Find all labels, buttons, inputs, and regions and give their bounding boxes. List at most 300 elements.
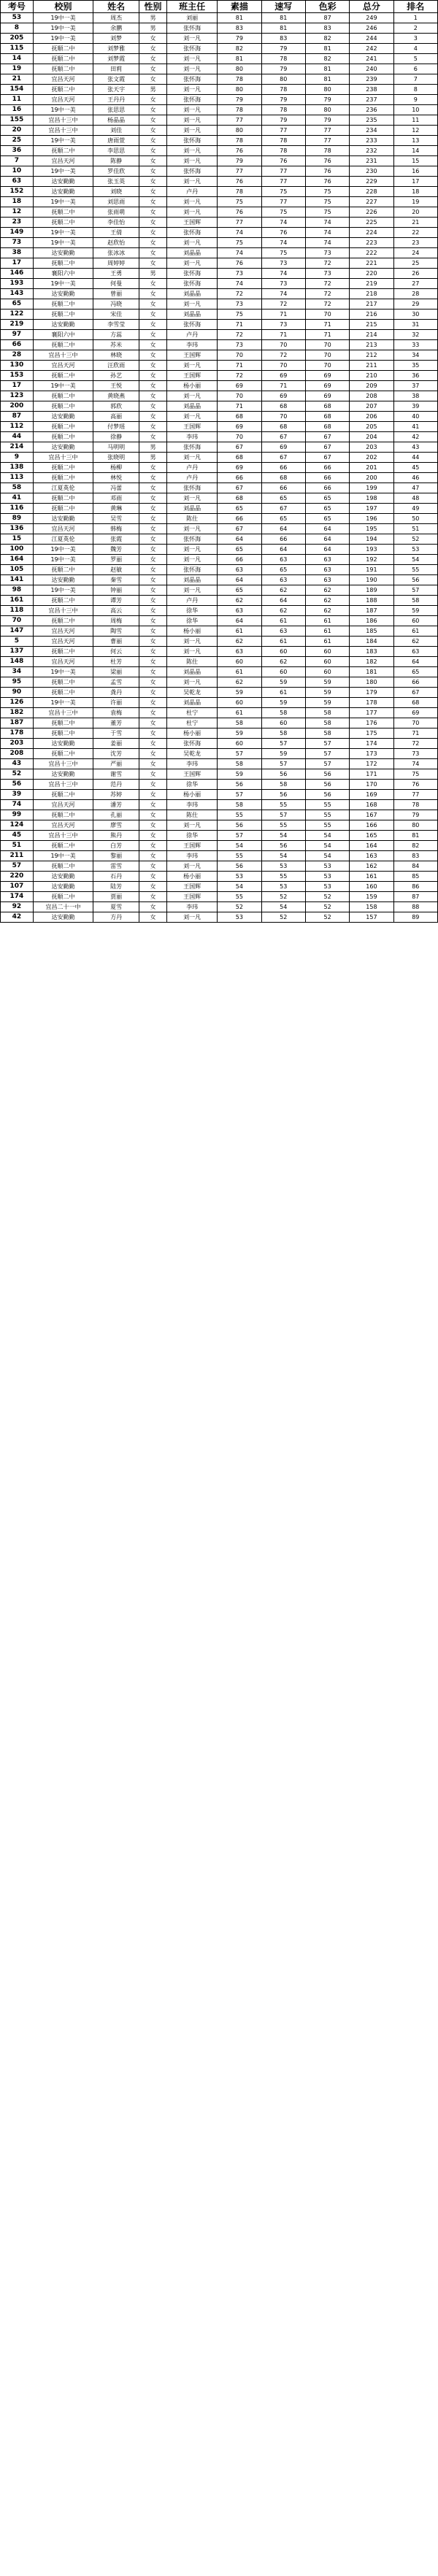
quick-sketch-score-cell: 78 (261, 105, 305, 115)
color-score-cell: 58 (305, 708, 349, 718)
exam-number-cell: 5 (1, 637, 34, 647)
color-score-cell: 56 (305, 780, 349, 790)
gender-cell: 男 (139, 453, 166, 463)
color-score-cell: 63 (305, 565, 349, 575)
school-cell: 达安勤勤 (33, 514, 93, 524)
table-row (1, 810, 438, 820)
color-score-cell: 58 (305, 728, 349, 739)
rank-cell: 39 (393, 401, 437, 412)
total-score-cell: 199 (350, 483, 393, 493)
rank-cell: 77 (393, 790, 437, 800)
table-row (1, 432, 438, 442)
total-score-cell: 208 (350, 391, 393, 401)
rank-cell: 1 (393, 13, 437, 23)
table-row (1, 371, 438, 381)
sketch-score-cell: 68 (218, 412, 261, 422)
gender-cell: 女 (139, 309, 166, 320)
gender-cell: 男 (139, 442, 166, 453)
sketch-score-cell: 82 (218, 44, 261, 54)
table-row (1, 626, 438, 637)
table-row (1, 269, 438, 279)
table-row (1, 258, 438, 269)
quick-sketch-score-cell: 59 (261, 749, 305, 759)
exam-number-cell: 161 (1, 596, 34, 606)
name-cell: 刘思雨 (93, 197, 139, 207)
exam-number-cell: 164 (1, 555, 34, 565)
total-score-cell: 237 (350, 95, 393, 105)
gender-cell: 女 (139, 115, 166, 126)
school-cell: 抚顺二中 (33, 728, 93, 739)
sketch-score-cell: 58 (218, 759, 261, 769)
gender-cell: 女 (139, 626, 166, 637)
header-total-score: 总分 (350, 1, 393, 13)
sketch-score-cell: 81 (218, 13, 261, 23)
gender-cell: 女 (139, 371, 166, 381)
table-row (1, 749, 438, 759)
table-row (1, 279, 438, 289)
head-teacher-cell: 刘晶晶 (166, 309, 217, 320)
sketch-score-cell: 78 (218, 136, 261, 146)
table-row (1, 585, 438, 596)
sketch-score-cell: 64 (218, 575, 261, 585)
sketch-score-cell: 77 (218, 218, 261, 228)
rank-cell: 74 (393, 759, 437, 769)
exam-number-cell: 15 (1, 534, 34, 545)
head-teacher-cell: 杨小丽 (166, 381, 217, 391)
exam-number-cell: 65 (1, 299, 34, 309)
gender-cell: 女 (139, 902, 166, 912)
header-gender: 性别 (139, 1, 166, 13)
exam-number-cell: 98 (1, 585, 34, 596)
exam-number-cell: 136 (1, 524, 34, 534)
quick-sketch-score-cell: 53 (261, 861, 305, 872)
exam-number-cell: 214 (1, 442, 34, 453)
exam-number-cell: 153 (1, 371, 34, 381)
color-score-cell: 76 (305, 177, 349, 187)
total-score-cell: 220 (350, 269, 393, 279)
school-cell: 宜昌十三中 (33, 759, 93, 769)
exam-number-cell: 92 (1, 902, 34, 912)
color-score-cell: 62 (305, 585, 349, 596)
table-row (1, 146, 438, 156)
school-cell: 抚顺二中 (33, 371, 93, 381)
quick-sketch-score-cell: 60 (261, 647, 305, 657)
gender-cell: 女 (139, 432, 166, 442)
name-cell: 刘梦雅 (93, 44, 139, 54)
head-teacher-cell: 卢丹 (166, 463, 217, 473)
sketch-score-cell: 78 (218, 105, 261, 115)
school-cell: 抚顺二中 (33, 463, 93, 473)
head-teacher-cell: 张怀海 (166, 565, 217, 575)
gender-cell: 女 (139, 166, 166, 177)
total-score-cell: 214 (350, 330, 393, 340)
school-cell: 19中一美 (33, 545, 93, 555)
exam-number-cell: 137 (1, 647, 34, 657)
quick-sketch-score-cell: 52 (261, 912, 305, 923)
total-score-cell: 171 (350, 769, 393, 780)
head-teacher-cell: 李玮 (166, 902, 217, 912)
exam-number-cell: 116 (1, 504, 34, 514)
head-teacher-cell: 刘一凡 (166, 156, 217, 166)
quick-sketch-score-cell: 54 (261, 831, 305, 841)
total-score-cell: 180 (350, 677, 393, 688)
rank-cell: 2 (393, 23, 437, 34)
table-row (1, 728, 438, 739)
gender-cell: 女 (139, 105, 166, 115)
color-score-cell: 78 (305, 146, 349, 156)
head-teacher-cell: 李玮 (166, 800, 217, 810)
exam-number-cell: 178 (1, 728, 34, 739)
exam-number-cell: 105 (1, 565, 34, 575)
exam-number-cell: 187 (1, 718, 34, 728)
exam-number-cell: 44 (1, 432, 34, 442)
name-cell: 徐静 (93, 432, 139, 442)
total-score-cell: 157 (350, 912, 393, 923)
quick-sketch-score-cell: 71 (261, 330, 305, 340)
rank-cell: 86 (393, 882, 437, 892)
exam-number-cell: 14 (1, 54, 34, 64)
school-cell: 19中一美 (33, 698, 93, 708)
gender-cell: 女 (139, 514, 166, 524)
total-score-cell: 179 (350, 688, 393, 698)
rank-cell: 10 (393, 105, 437, 115)
name-cell: 姜丽 (93, 739, 139, 749)
total-score-cell: 228 (350, 187, 393, 197)
name-cell: 谢雪 (93, 769, 139, 780)
exam-number-cell: 146 (1, 269, 34, 279)
total-score-cell: 221 (350, 258, 393, 269)
name-cell: 孔丽 (93, 810, 139, 820)
header-sketch-score: 素描 (218, 1, 261, 13)
gender-cell: 女 (139, 422, 166, 432)
school-cell: 抚顺二中 (33, 749, 93, 759)
total-score-cell: 197 (350, 504, 393, 514)
exam-number-cell: 7 (1, 156, 34, 166)
table-row (1, 187, 438, 197)
gender-cell: 女 (139, 718, 166, 728)
table-row (1, 473, 438, 483)
quick-sketch-score-cell: 55 (261, 820, 305, 831)
sketch-score-cell: 83 (218, 23, 261, 34)
name-cell: 杜芳 (93, 657, 139, 667)
name-cell: 严丽 (93, 759, 139, 769)
exam-number-cell: 87 (1, 412, 34, 422)
quick-sketch-score-cell: 74 (261, 269, 305, 279)
name-cell: 石丹 (93, 872, 139, 882)
gender-cell: 女 (139, 677, 166, 688)
color-score-cell: 67 (305, 442, 349, 453)
sketch-score-cell: 70 (218, 432, 261, 442)
head-teacher-cell: 王国辉 (166, 218, 217, 228)
head-teacher-cell: 刘一凡 (166, 34, 217, 44)
school-cell: 宜昌十三中 (33, 115, 93, 126)
quick-sketch-score-cell: 58 (261, 708, 305, 718)
rank-cell: 16 (393, 166, 437, 177)
total-score-cell: 158 (350, 902, 393, 912)
table-row (1, 493, 438, 504)
school-cell: 达安勤勤 (33, 187, 93, 197)
school-cell: 抚顺二中 (33, 391, 93, 401)
exam-number-cell: 53 (1, 13, 34, 23)
color-score-cell: 58 (305, 718, 349, 728)
school-cell: 宜昌十三中 (33, 708, 93, 718)
name-cell: 刘梦霞 (93, 54, 139, 64)
total-score-cell: 195 (350, 524, 393, 534)
school-cell: 抚顺二中 (33, 861, 93, 872)
quick-sketch-score-cell: 60 (261, 667, 305, 677)
color-score-cell: 76 (305, 156, 349, 166)
quick-sketch-score-cell: 55 (261, 800, 305, 810)
school-cell: 宜昌天河 (33, 637, 93, 647)
name-cell: 周婷婷 (93, 258, 139, 269)
gender-cell: 女 (139, 667, 166, 677)
rank-cell: 72 (393, 739, 437, 749)
total-score-cell: 173 (350, 749, 393, 759)
rank-cell: 19 (393, 197, 437, 207)
name-cell: 李雪莹 (93, 320, 139, 330)
exam-number-cell: 38 (1, 248, 34, 258)
quick-sketch-score-cell: 79 (261, 115, 305, 126)
gender-cell: 男 (139, 23, 166, 34)
head-teacher-cell: 张怀海 (166, 739, 217, 749)
head-teacher-cell: 刘晶晶 (166, 289, 217, 299)
rank-cell: 64 (393, 657, 437, 667)
quick-sketch-score-cell: 70 (261, 361, 305, 371)
name-cell: 周梅 (93, 616, 139, 626)
total-score-cell: 177 (350, 708, 393, 718)
total-score-cell: 170 (350, 780, 393, 790)
total-score-cell: 224 (350, 228, 393, 238)
exam-number-cell: 148 (1, 657, 34, 667)
exam-number-cell: 25 (1, 136, 34, 146)
head-teacher-cell: 刘一凡 (166, 64, 217, 74)
school-cell: 襄阳六中 (33, 330, 93, 340)
table-row (1, 381, 438, 391)
color-score-cell: 64 (305, 524, 349, 534)
total-score-cell: 238 (350, 85, 393, 95)
school-cell: 宜昌十三中 (33, 453, 93, 463)
quick-sketch-score-cell: 54 (261, 902, 305, 912)
head-teacher-cell: 张怀海 (166, 44, 217, 54)
quick-sketch-score-cell: 74 (261, 289, 305, 299)
gender-cell: 女 (139, 136, 166, 146)
school-cell: 19中一美 (33, 34, 93, 44)
name-cell: 许丽 (93, 698, 139, 708)
header-rank: 排名 (393, 1, 437, 13)
school-cell: 达安勤勤 (33, 739, 93, 749)
exam-number-cell: 17 (1, 381, 34, 391)
name-cell: 苏婷 (93, 790, 139, 800)
exam-number-cell: 10 (1, 166, 34, 177)
head-teacher-cell: 徐华 (166, 616, 217, 626)
color-score-cell: 57 (305, 749, 349, 759)
head-teacher-cell: 杜宁 (166, 718, 217, 728)
total-score-cell: 198 (350, 493, 393, 504)
total-score-cell: 162 (350, 861, 393, 872)
table-row (1, 105, 438, 115)
name-cell: 唐雨萱 (93, 136, 139, 146)
total-score-cell: 181 (350, 667, 393, 677)
sketch-score-cell: 54 (218, 841, 261, 851)
school-cell: 抚顺二中 (33, 504, 93, 514)
color-score-cell: 55 (305, 800, 349, 810)
school-cell: 宜昌天河 (33, 820, 93, 831)
color-score-cell: 70 (305, 340, 349, 350)
total-score-cell: 215 (350, 320, 393, 330)
quick-sketch-score-cell: 77 (261, 197, 305, 207)
exam-number-cell: 123 (1, 391, 34, 401)
gender-cell: 女 (139, 248, 166, 258)
sketch-score-cell: 79 (218, 95, 261, 105)
rank-cell: 27 (393, 279, 437, 289)
quick-sketch-score-cell: 73 (261, 258, 305, 269)
table-row (1, 534, 438, 545)
total-score-cell: 209 (350, 381, 393, 391)
rank-cell: 87 (393, 892, 437, 902)
school-cell: 宜昌天河 (33, 361, 93, 371)
rank-cell: 29 (393, 299, 437, 309)
sketch-score-cell: 56 (218, 861, 261, 872)
school-cell: 达安勤勤 (33, 912, 93, 923)
exam-number-cell: 107 (1, 882, 34, 892)
exam-number-cell: 211 (1, 851, 34, 861)
name-cell: 冯蕾 (93, 483, 139, 493)
head-teacher-cell: 刘一凡 (166, 207, 217, 218)
school-cell: 达安勤勤 (33, 882, 93, 892)
exam-number-cell: 113 (1, 473, 34, 483)
exam-number-cell: 141 (1, 575, 34, 585)
quick-sketch-score-cell: 74 (261, 238, 305, 248)
gender-cell: 女 (139, 769, 166, 780)
name-cell: 范丹 (93, 780, 139, 790)
head-teacher-cell: 刘一凡 (166, 493, 217, 504)
rank-cell: 54 (393, 555, 437, 565)
name-cell: 高云 (93, 606, 139, 616)
color-score-cell: 79 (305, 95, 349, 105)
table-row (1, 299, 438, 309)
table-row (1, 309, 438, 320)
exam-number-cell: 41 (1, 493, 34, 504)
name-cell: 郭欣 (93, 401, 139, 412)
color-score-cell: 66 (305, 483, 349, 493)
rank-cell: 53 (393, 545, 437, 555)
gender-cell: 女 (139, 34, 166, 44)
table-row (1, 238, 438, 248)
sketch-score-cell: 58 (218, 800, 261, 810)
table-row (1, 667, 438, 677)
header-name: 姓名 (93, 1, 139, 13)
sketch-score-cell: 65 (218, 545, 261, 555)
school-cell: 19中一美 (33, 105, 93, 115)
color-score-cell: 69 (305, 381, 349, 391)
gender-cell: 女 (139, 820, 166, 831)
name-cell: 王悦 (93, 381, 139, 391)
total-score-cell: 239 (350, 74, 393, 85)
total-score-cell: 176 (350, 718, 393, 728)
quick-sketch-score-cell: 77 (261, 166, 305, 177)
total-score-cell: 233 (350, 136, 393, 146)
quick-sketch-score-cell: 81 (261, 23, 305, 34)
gender-cell: 女 (139, 483, 166, 493)
head-teacher-cell: 刘一凡 (166, 453, 217, 463)
rank-cell: 26 (393, 269, 437, 279)
rank-cell: 28 (393, 289, 437, 299)
quick-sketch-score-cell: 63 (261, 575, 305, 585)
quick-sketch-score-cell: 70 (261, 412, 305, 422)
exam-number-cell: 16 (1, 105, 34, 115)
gender-cell: 女 (139, 596, 166, 606)
table-row (1, 892, 438, 902)
name-cell: 罗丽 (93, 555, 139, 565)
quick-sketch-score-cell: 73 (261, 320, 305, 330)
sketch-score-cell: 68 (218, 453, 261, 463)
table-row (1, 616, 438, 626)
color-score-cell: 73 (305, 269, 349, 279)
name-cell: 袁梅 (93, 708, 139, 718)
total-score-cell: 193 (350, 545, 393, 555)
name-cell: 张文霞 (93, 74, 139, 85)
head-teacher-cell: 卢丹 (166, 473, 217, 483)
gender-cell: 女 (139, 790, 166, 800)
gender-cell: 女 (139, 126, 166, 136)
school-cell: 抚顺二中 (33, 790, 93, 800)
quick-sketch-score-cell: 61 (261, 616, 305, 626)
sketch-score-cell: 79 (218, 156, 261, 166)
gender-cell: 女 (139, 197, 166, 207)
table-row (1, 34, 438, 44)
quick-sketch-score-cell: 75 (261, 248, 305, 258)
exam-number-cell: 45 (1, 831, 34, 841)
quick-sketch-score-cell: 57 (261, 759, 305, 769)
sketch-score-cell: 69 (218, 422, 261, 432)
gender-cell: 女 (139, 647, 166, 657)
exam-number-cell: 122 (1, 309, 34, 320)
color-score-cell: 53 (305, 861, 349, 872)
table-row (1, 647, 438, 657)
quick-sketch-score-cell: 56 (261, 790, 305, 800)
head-teacher-cell: 吴乾龙 (166, 688, 217, 698)
total-score-cell: 235 (350, 115, 393, 126)
name-cell: 王勇 (93, 269, 139, 279)
exam-number-cell: 21 (1, 74, 34, 85)
sketch-score-cell: 53 (218, 912, 261, 923)
gender-cell: 女 (139, 739, 166, 749)
table-row (1, 115, 438, 126)
gender-cell: 女 (139, 95, 166, 105)
quick-sketch-score-cell: 64 (261, 524, 305, 534)
table-row (1, 156, 438, 166)
total-score-cell: 175 (350, 728, 393, 739)
gender-cell: 女 (139, 238, 166, 248)
school-cell: 抚顺二中 (33, 54, 93, 64)
color-score-cell: 87 (305, 13, 349, 23)
sketch-score-cell: 59 (218, 728, 261, 739)
rank-cell: 84 (393, 861, 437, 872)
quick-sketch-score-cell: 66 (261, 463, 305, 473)
total-score-cell: 246 (350, 23, 393, 34)
quick-sketch-score-cell: 57 (261, 810, 305, 820)
quick-sketch-score-cell: 56 (261, 841, 305, 851)
school-cell: 达安勤勤 (33, 289, 93, 299)
total-score-cell: 168 (350, 800, 393, 810)
school-cell: 达安勤勤 (33, 872, 93, 882)
total-score-cell: 194 (350, 534, 393, 545)
header-head-teacher: 班主任 (166, 1, 217, 13)
head-teacher-cell: 刘一凡 (166, 524, 217, 534)
quick-sketch-score-cell: 67 (261, 504, 305, 514)
exam-number-cell: 11 (1, 95, 34, 105)
name-cell: 高丽 (93, 412, 139, 422)
